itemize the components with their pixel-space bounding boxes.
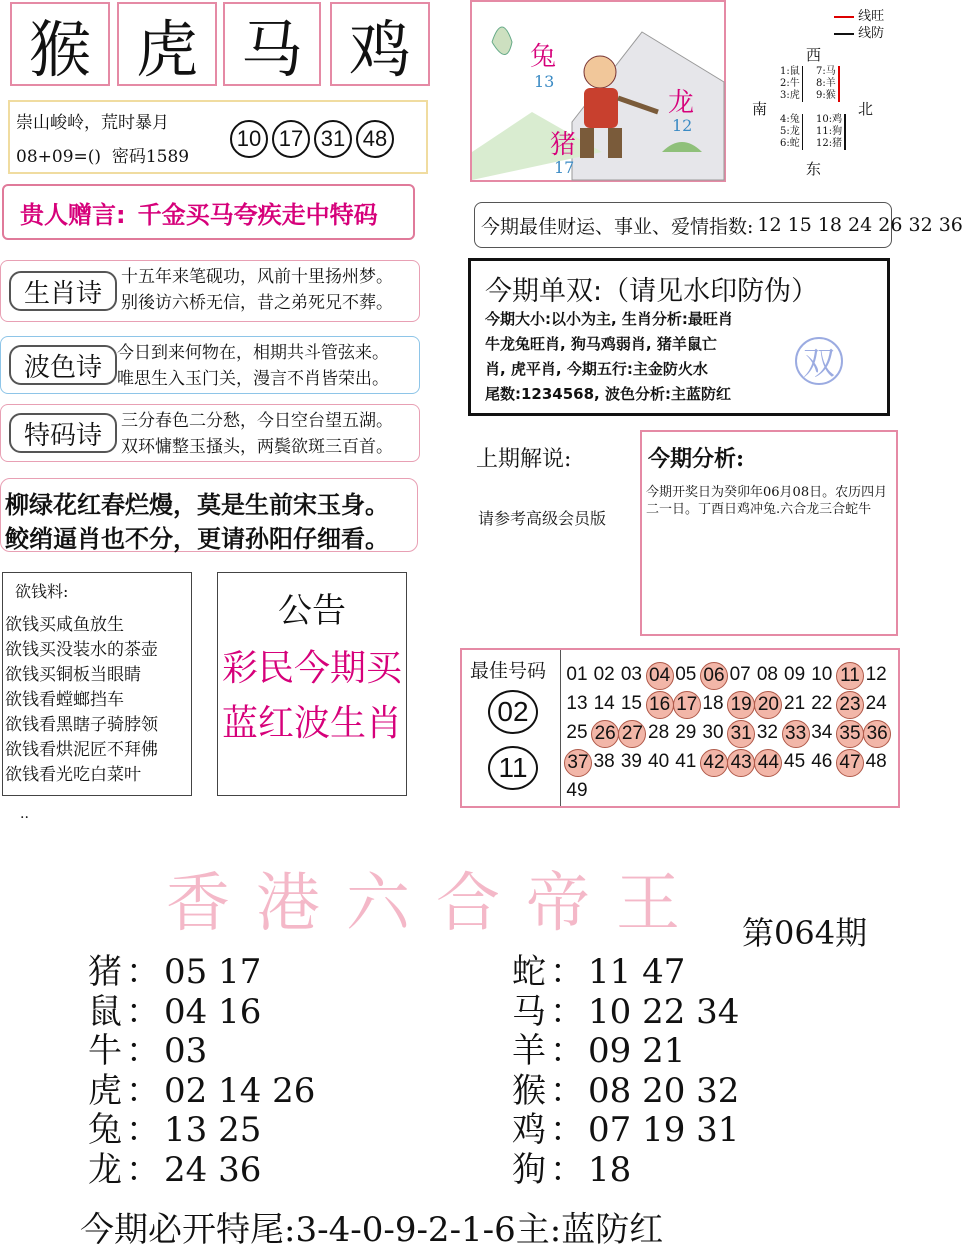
colon: ： — [550, 1149, 584, 1190]
grid-number-highlighted: 04 — [646, 662, 674, 690]
grid-number: 14 — [593, 693, 615, 714]
grid-number: 48 — [865, 751, 887, 772]
riddle-balls — [230, 120, 398, 158]
best-index-label: 今期最佳财运、事业、爱情指数: — [481, 215, 754, 238]
poem-shengxiao — [0, 260, 420, 322]
pic-label-animal: 龙 — [668, 88, 695, 118]
grid-number: 10 — [811, 664, 833, 685]
grid-number: 02 — [593, 664, 615, 685]
compass-group: 4:兔 5:龙 6:蛇 — [780, 114, 803, 150]
zodiac-animal: 鸡 — [512, 1110, 546, 1150]
single-double-title: 今期单双:（请见水印防伪） — [485, 276, 819, 307]
poem-bose — [0, 336, 420, 394]
grid-number-highlighted: 42 — [700, 749, 728, 777]
analysis-box — [640, 430, 898, 636]
riddle-ball: 31 — [314, 120, 352, 158]
watermark: 双 — [795, 337, 843, 385]
verse-box — [0, 478, 418, 552]
zodiac-animal: 龙 — [88, 1149, 122, 1190]
zodiac-nums: 08 20 32 — [588, 1070, 740, 1111]
zodiac-nums: 07 19 31 — [588, 1110, 740, 1150]
grid-number: 09 — [784, 664, 806, 685]
zodiac-animal: 鼠 — [88, 991, 122, 1032]
pic-label-num: 12 — [672, 116, 693, 135]
zodiac-animal: 狗 — [512, 1149, 546, 1190]
poem-line: 别後访六桥无信，昔之弟死兄不葬。 — [121, 293, 393, 313]
pic-label-num: 13 — [534, 72, 555, 91]
best-index-numbers: 12 15 18 24 26 32 36 — [757, 214, 963, 236]
grid-number-highlighted: 17 — [673, 691, 701, 719]
colon: ： — [550, 1110, 584, 1150]
poem-line: 十五年来笔砚功，风前十里扬州梦。 — [121, 267, 393, 287]
yuqian-item: 欲钱买咸鱼放生 — [5, 615, 124, 635]
zodiac-number-row — [88, 1142, 261, 1191]
poem-tema — [0, 404, 420, 462]
grid-number: 32 — [756, 722, 778, 743]
grid-number-highlighted: 11 — [836, 662, 864, 690]
colon: ： — [550, 1031, 584, 1071]
grid-number-highlighted: 37 — [564, 749, 592, 777]
colon: ： — [126, 1070, 160, 1111]
colon: ： — [126, 1149, 160, 1190]
best-pick: 02 — [488, 690, 538, 734]
grid-number-highlighted: 47 — [836, 749, 864, 777]
colon: ： — [550, 952, 584, 992]
grid-number-highlighted: 33 — [782, 720, 810, 748]
zodiac-picture — [470, 0, 726, 182]
grid-number: 15 — [620, 693, 642, 714]
grid-number-highlighted: 36 — [863, 720, 891, 748]
grid-number: 40 — [648, 751, 670, 772]
zodiac-nums: 09 21 — [588, 1031, 686, 1071]
last-issue-note: 请参考高级会员版 — [478, 509, 607, 528]
riddle-line-2: 08+09=() 密码1589 — [16, 147, 190, 167]
grid-number-highlighted: 35 — [836, 720, 864, 748]
grid-number: 13 — [566, 693, 588, 714]
yuqian-box — [2, 572, 192, 796]
analysis-text: 今期开奖日为癸卯年06月08日。农历四月二一日。丁酉日鸡冲兔.六合龙三合蛇牛 — [646, 485, 888, 517]
grid-number: 45 — [784, 751, 806, 772]
grid-number: 28 — [648, 722, 670, 743]
poem-line: 双环慵整玉搔头，两鬓欲斑三百首。 — [121, 437, 393, 457]
gift-text: 千金买马夸疾走中特码 — [137, 200, 378, 229]
zodiac-animal: 羊 — [512, 1031, 546, 1071]
colon: ： — [126, 952, 160, 992]
zodiac-animal: 猴 — [512, 1070, 546, 1111]
notice-line: 彩民今期买 — [221, 648, 402, 689]
grid-number-highlighted: 31 — [727, 720, 755, 748]
yuqian-item: 欲钱买没装水的茶壶 — [5, 640, 158, 660]
riddle-line-1: 崇山峻岭，荒时暴月 — [16, 113, 169, 133]
compass-group: 1:鼠 2:牛 3:虎 — [780, 66, 803, 102]
yuqian-item: 欲钱看螳螂挡车 — [5, 690, 124, 710]
yuqian-item: 欲钱看光吃白菜叶 — [5, 765, 141, 785]
zodiac-animal: 蛇 — [512, 952, 546, 992]
banner-title: 香港六合帝王 — [166, 867, 706, 941]
riddle-ball: 48 — [356, 120, 394, 158]
notice-title: 公告 — [278, 591, 346, 631]
colon: ： — [126, 1110, 160, 1150]
riddle-ball: 17 — [272, 120, 310, 158]
grid-number: 34 — [811, 722, 833, 743]
zodiac-nums: 02 14 26 — [164, 1070, 316, 1111]
grid-number: 22 — [811, 693, 833, 714]
number-grid — [564, 654, 898, 806]
poem-line: 三分春色二分愁，今日空台望五湖。 — [121, 411, 393, 431]
compass-group: 10:鸡 11:狗 12:猪 — [816, 114, 846, 150]
single-double-body: 今期大小:以小为主, 生肖分析:最旺肖 牛龙兔旺肖, 狗马鸡弱肖, 猪羊鼠亡 肖, 虎平肖, 今期五行:主金防火水 尾数:1234568, 波色分析:主蓝防红 — [485, 310, 733, 403]
grid-number-highlighted: 27 — [618, 720, 646, 748]
zodiac-nums: 03 — [164, 1031, 208, 1071]
grid-number: 46 — [811, 751, 833, 772]
zodiac-nums: 18 — [588, 1149, 632, 1190]
zodiac-animal: 马 — [512, 991, 546, 1032]
legend-fang: 线防 — [834, 25, 884, 42]
verse-line: 柳绿花红春烂熳，莫是生前宋玉身。 — [5, 491, 389, 519]
issue-number: 第064期 — [742, 914, 868, 952]
grid-number-highlighted: 20 — [754, 691, 782, 719]
analysis-title: 今期分析: — [648, 446, 745, 472]
grid-number: 08 — [756, 664, 778, 685]
grid-number-highlighted: 44 — [754, 749, 782, 777]
grid-number: 07 — [729, 664, 751, 685]
zodiac-nums: 24 36 — [164, 1149, 262, 1190]
grid-number: 30 — [702, 722, 724, 743]
compass-group: 7:马 8:羊 9:猴 — [816, 66, 840, 102]
zodiac-cell-4: 鸡 — [330, 2, 430, 86]
best-index-box — [474, 202, 963, 248]
grid-number: 18 — [702, 693, 724, 714]
dots: .. — [20, 806, 29, 822]
grid-number-highlighted: 23 — [836, 691, 864, 719]
legend-wang: 线旺 — [834, 8, 884, 25]
yuqian-item: 欲钱看黑瞎子骑脖领 — [5, 715, 158, 735]
single-double-box — [468, 258, 890, 416]
pic-label-num: 17 — [554, 158, 575, 177]
zodiac-cell-3: 马 — [223, 2, 321, 86]
grid-number: 38 — [593, 751, 615, 772]
grid-number-highlighted: 26 — [591, 720, 619, 748]
zodiac-nums: 13 25 — [164, 1110, 262, 1150]
zodiac-nums: 04 16 — [164, 991, 262, 1032]
last-issue-title: 上期解说: — [476, 447, 572, 472]
zodiac-cell-1: 猴 — [10, 2, 110, 86]
colon: ： — [126, 991, 160, 1032]
grid-number-highlighted: 06 — [700, 662, 728, 690]
compass-north: 北 — [858, 100, 874, 118]
grid-number-highlighted: 16 — [646, 691, 674, 719]
yuqian-item: 欲钱买铜板当眼睛 — [5, 665, 141, 685]
zodiac-nums: 11 47 — [588, 952, 686, 992]
legend — [834, 8, 884, 42]
riddle-ball: 10 — [230, 120, 268, 158]
notice-line: 蓝红波生肖 — [221, 703, 402, 744]
yuqian-list — [5, 613, 158, 788]
grid-number: 24 — [865, 693, 887, 714]
yuqian-title: 欲钱料: — [15, 582, 69, 601]
compass-east: 东 — [806, 160, 822, 178]
zodiac-nums: 05 17 — [164, 952, 262, 992]
colon: ： — [550, 1070, 584, 1111]
compass-south: 南 — [752, 100, 768, 118]
grid-number: 05 — [675, 664, 697, 685]
poem-tag: 特码诗 — [9, 413, 117, 453]
grid-number: 25 — [566, 722, 588, 743]
grid-number: 29 — [675, 722, 697, 743]
zodiac-nums: 10 22 34 — [588, 991, 740, 1032]
poem-line: 今日到来何物在，相期共斗管弦来。 — [117, 343, 389, 363]
compass-west: 西 — [806, 46, 822, 64]
colon: ： — [550, 991, 584, 1032]
best-numbers-divider — [560, 650, 561, 806]
footer-tail: 今期必开特尾:3-4-0-9-2-1-6主:蓝防红 — [80, 1210, 664, 1250]
grid-number: 39 — [620, 751, 642, 772]
pic-label-animal: 兔 — [530, 42, 557, 72]
grid-number: 49 — [566, 780, 588, 801]
zodiac-animal: 兔 — [88, 1110, 122, 1150]
yuqian-item: 欲钱看烘泥匠不拜佛 — [5, 740, 158, 760]
pic-label-animal: 猪 — [550, 130, 577, 160]
grid-number: 12 — [865, 664, 887, 685]
grid-number-highlighted: 43 — [727, 749, 755, 777]
gift-box — [2, 184, 415, 240]
gift-label: 贵人赠言: — [20, 200, 126, 229]
best-numbers-title: 最佳号码 — [470, 660, 547, 682]
grid-number: 41 — [675, 751, 697, 772]
zodiac-cell-2: 虎 — [117, 2, 217, 86]
poem-tag: 生肖诗 — [9, 271, 117, 311]
compass — [752, 44, 892, 184]
zodiac-animal: 虎 — [88, 1070, 122, 1111]
poem-tag: 波色诗 — [9, 345, 117, 385]
zodiac-animal: 猪 — [88, 952, 122, 992]
zodiac-animal: 牛 — [88, 1031, 122, 1071]
poem-line: 唯思生入玉门关，漫言不肖皆荣出。 — [117, 369, 389, 389]
grid-number-highlighted: 19 — [727, 691, 755, 719]
riddle-box — [8, 100, 428, 174]
colon: ： — [126, 1031, 160, 1071]
grid-number: 21 — [784, 693, 806, 714]
grid-number: 01 — [566, 664, 588, 685]
grid-number: 03 — [620, 664, 642, 685]
best-pick: 11 — [488, 746, 538, 790]
best-numbers-box — [460, 648, 900, 808]
notice-box — [217, 572, 407, 796]
verse-line: 鲛绡逼肖也不分，更请孙阳仔细看。 — [5, 525, 389, 553]
zodiac-number-row — [512, 1142, 631, 1191]
